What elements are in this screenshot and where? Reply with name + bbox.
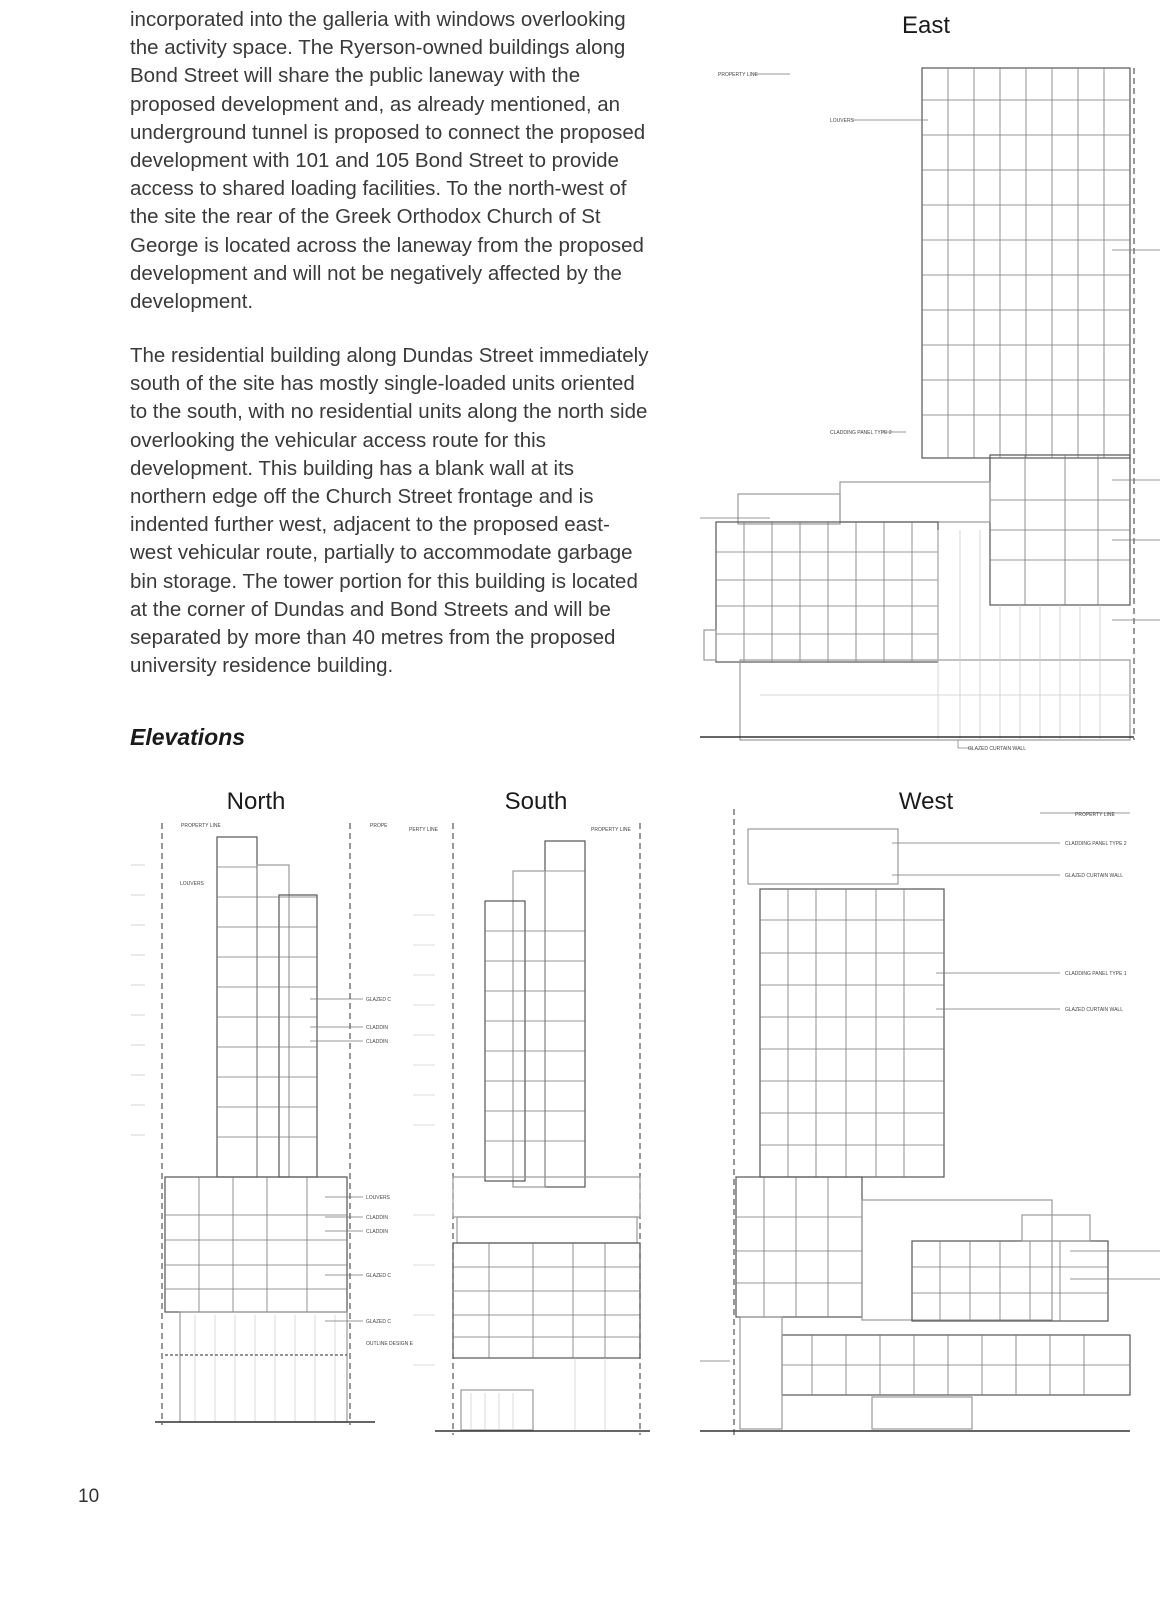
page-number: 10 — [78, 1486, 100, 1507]
south-elevation-drawing — [405, 815, 675, 1440]
east-annotation-cladding-panel: CLADDING PANEL TYPE 2 — [830, 430, 892, 436]
north-elevation-label: North — [226, 788, 286, 815]
west-annotation-cladding-type-1: CLADDING PANEL TYPE 1 — [1065, 971, 1127, 977]
south-annotation-property-line-right: PROPERTY LINE — [591, 827, 631, 833]
north-annotation-louvers-2: LOUVERS — [366, 1195, 390, 1201]
north-elevation-drawing — [125, 815, 413, 1440]
north-annotation-cladding-1: CLADDIN — [366, 1025, 388, 1031]
north-annotation-glazed-3: GLAZED C — [366, 1319, 392, 1325]
north-annotation-cladding-4: CLADDIN — [366, 1229, 388, 1235]
section-heading-elevations: Elevations — [130, 724, 246, 750]
west-elevation-drawing — [700, 805, 1160, 1445]
north-annotation-prope: PROPE — [370, 823, 388, 829]
body-paragraph-2: The residential building along Dundas Street immediately south of the site has mostly single-loaded units oriented to the south, with no residential units along the north side overlooking the vehicular access route for this development. This building has a blank wall at its northern edge off the Church Street frontage and is indented further west, adjacent to the proposed east-west vehicular route, partially to accommodate garbage bin storage. The tower portion for this building is located at the corner of Dundas and Bond Streets and will be separated by more than 40 metres from the proposed university residence building. — [130, 344, 649, 678]
north-annotation-property-line: PROPERTY LINE — [181, 823, 221, 829]
north-annotation-glazed-2: GLAZED C — [366, 1273, 392, 1279]
north-annotation-glazed-1: GLAZED C — [366, 997, 392, 1003]
east-annotation-louvers: LOUVERS — [830, 118, 854, 124]
west-elevation-label: West — [898, 788, 954, 815]
south-elevation-label: South — [504, 788, 568, 815]
north-annotation-cladding-3: CLADDIN — [366, 1215, 388, 1221]
north-annotation-cladding-2: CLADDIN — [366, 1039, 388, 1045]
west-annotation-glazed-2: GLAZED CURTAIN WALL — [1065, 1007, 1123, 1013]
east-annotation-property-line: PROPERTY LINE — [718, 72, 758, 78]
west-annotation-property-line: PROPERTY LINE — [1075, 812, 1115, 818]
west-annotation-cladding-type-2: CLADDING PANEL TYPE 2 — [1065, 841, 1127, 847]
north-annotation-louvers: LOUVERS — [180, 881, 204, 887]
west-annotation-glazed-1: GLAZED CURTAIN WALL — [1065, 873, 1123, 879]
body-paragraph-1: incorporated into the galleria with windows overlooking the activity space. The Ryerson-owned buildings along Bond Street will share the public laneway with the proposed development and, as already mentioned, an underground tunnel is proposed to connect the proposed development with 101 and 105 Bond Street to provide access to shared loading facilities. To the north-west of the site the rear of the Greek Orthodox Church of St George is located across the laneway from the proposed development and will not be negatively affected by the development. — [130, 8, 646, 314]
east-elevation-label: East — [901, 12, 951, 39]
east-elevation-drawing — [700, 60, 1160, 760]
east-annotation-glazed-curtain-wall: GLAZED CURTAIN WALL — [968, 746, 1026, 752]
north-annotation-outline-design: OUTLINE DESIGN E — [366, 1341, 413, 1347]
south-annotation-property-line-left: PERTY LINE — [409, 827, 438, 833]
